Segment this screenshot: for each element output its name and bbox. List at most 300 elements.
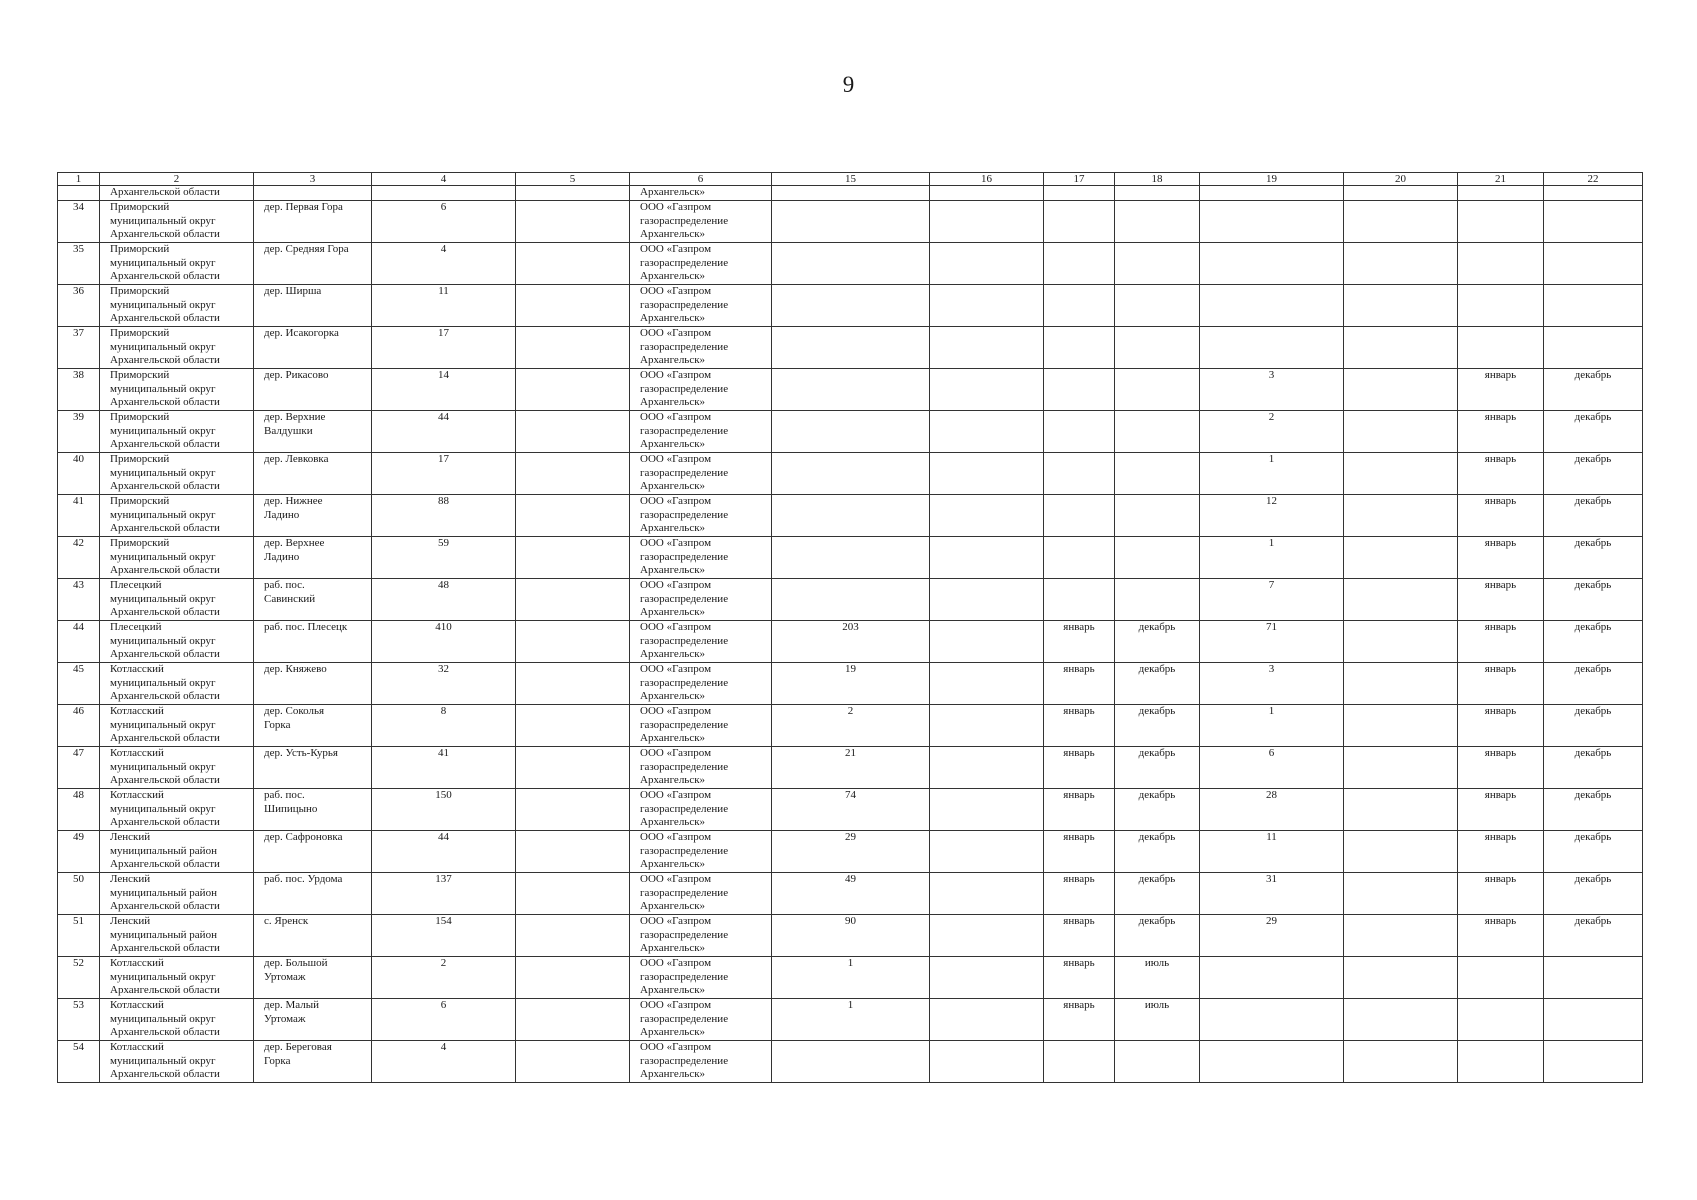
cell-col-15: [772, 537, 930, 579]
cell-settlement-line: дер. Верхние: [264, 411, 326, 423]
cell-col-20: [1344, 705, 1458, 747]
cell-settlement-line: дер. Нижнее: [264, 495, 323, 507]
cell-district-line: Архангельской области: [110, 438, 220, 451]
cell-operator-line: ООО «Газпром: [640, 495, 712, 507]
cell-operator-line: газораспределение: [640, 1054, 729, 1067]
cell-col-21: январь: [1458, 915, 1544, 957]
cell-operator: [630, 327, 772, 369]
cell-district-line: Котласский: [110, 957, 164, 969]
cell-district-line: Архангельской области: [110, 1026, 220, 1039]
cell-operator-line: ООО «Газпром: [640, 747, 712, 759]
cell-number: 51: [58, 915, 100, 957]
table-row: [58, 243, 1643, 285]
table-row: [58, 327, 1643, 369]
cell-col-22: декабрь: [1544, 621, 1643, 663]
cell-col-20: [1344, 1041, 1458, 1083]
cell-district-line: Архангельской области: [110, 270, 220, 283]
cell-operator-line: газораспределение: [640, 1012, 729, 1025]
cell-col-5: [516, 915, 630, 957]
cell-operator-line: ООО «Газпром: [640, 327, 712, 339]
cell-settlement: [254, 999, 372, 1041]
cell-col-4: 59: [372, 537, 516, 579]
table-row: [58, 747, 1643, 789]
cell-col-19: 12: [1200, 495, 1344, 537]
cell-col-5: [516, 957, 630, 999]
cell-district-line: муниципальный округ: [110, 214, 216, 227]
cell-col-5: [516, 201, 630, 243]
cell-operator-line: Архангельск»: [640, 606, 706, 619]
cell-col-22: декабрь: [1544, 747, 1643, 789]
cell-district-line: Ленский: [110, 915, 151, 927]
cell-district-line: муниципальный округ: [110, 298, 216, 311]
cell-number: 36: [58, 285, 100, 327]
cell-operator-line: ООО «Газпром: [640, 873, 712, 885]
cell-col-19: 2: [1200, 411, 1344, 453]
cell-col-21: [1458, 327, 1544, 369]
cell-col-5: [516, 495, 630, 537]
cell-number: 46: [58, 705, 100, 747]
cell-operator: [630, 915, 772, 957]
cell-district-line: муниципальный округ: [110, 760, 216, 773]
cell-operator-line: ООО «Газпром: [640, 1041, 712, 1053]
cell-col-16: [930, 1041, 1044, 1083]
cell-operator: [630, 495, 772, 537]
cell-col-20: [1344, 201, 1458, 243]
cell-operator-line: Архангельск»: [640, 270, 706, 283]
cell-col-15: 29: [772, 831, 930, 873]
cell-district-line: Архангельской области: [110, 186, 220, 198]
cell-col-17: январь: [1044, 747, 1115, 789]
cell-col-18: [1115, 327, 1200, 369]
cell-operator-line: Архангельск»: [640, 732, 706, 745]
cell-operator: [630, 579, 772, 621]
column-header-21: 21: [1458, 173, 1544, 186]
header-row: [58, 173, 1643, 186]
cell-operator-line: газораспределение: [640, 340, 729, 353]
cell-col-22: декабрь: [1544, 453, 1643, 495]
cell-operator-line: газораспределение: [640, 592, 729, 605]
cell-col-15: [772, 1041, 930, 1083]
cell-col-4: 8: [372, 705, 516, 747]
cell-col-5: [516, 579, 630, 621]
cell-district: [100, 243, 254, 285]
cell-col-21: [1458, 1041, 1544, 1083]
cell-operator-line: ООО «Газпром: [640, 957, 712, 969]
cell-district: [100, 621, 254, 663]
cell-district: [100, 537, 254, 579]
cell-district-line: Архангельской области: [110, 732, 220, 745]
cell-operator-line: газораспределение: [640, 214, 729, 227]
cell-district-line: Котласский: [110, 747, 164, 759]
cell-operator: [630, 243, 772, 285]
cell-col-19: [1200, 327, 1344, 369]
cell-district-line: муниципальный округ: [110, 592, 216, 605]
column-number-header: [58, 173, 1643, 186]
cell-district-line: муниципальный округ: [110, 1054, 216, 1067]
cell-district-line: Плесецкий: [110, 579, 162, 591]
cell-district-line: Приморский: [110, 537, 170, 549]
cell-district: [100, 369, 254, 411]
cell-col-17: [1044, 495, 1115, 537]
cell-col-17: январь: [1044, 789, 1115, 831]
cell-col-19: [1200, 957, 1344, 999]
cell-col-18: декабрь: [1115, 873, 1200, 915]
column-header-1: 1: [58, 173, 100, 186]
cell-col-4: 11: [372, 285, 516, 327]
cell-col-5: [516, 186, 630, 201]
cell-settlement: [254, 1041, 372, 1083]
cell-col-20: [1344, 537, 1458, 579]
cell-col-17: январь: [1044, 831, 1115, 873]
cell-col-16: [930, 453, 1044, 495]
cell-operator-line: ООО «Газпром: [640, 201, 712, 213]
cell-col-5: [516, 537, 630, 579]
cell-col-22: [1544, 243, 1643, 285]
cell-district-line: Архангельской области: [110, 984, 220, 997]
cell-district-line: Архангельской области: [110, 606, 220, 619]
cell-operator-line: газораспределение: [640, 760, 729, 773]
cell-col-4: [372, 186, 516, 201]
cell-col-22: декабрь: [1544, 831, 1643, 873]
cell-col-16: [930, 537, 1044, 579]
cell-operator-line: газораспределение: [640, 886, 729, 899]
cell-district-line: Приморский: [110, 327, 170, 339]
cell-settlement: [254, 957, 372, 999]
cell-col-18: [1115, 243, 1200, 285]
cell-settlement: [254, 537, 372, 579]
cell-operator-line: ООО «Газпром: [640, 915, 712, 927]
cell-col-15: [772, 327, 930, 369]
cell-col-15: 90: [772, 915, 930, 957]
cell-number: 40: [58, 453, 100, 495]
cell-operator-line: Архангельск»: [640, 312, 706, 325]
cell-col-20: [1344, 873, 1458, 915]
cell-col-18: декабрь: [1115, 747, 1200, 789]
cell-number: 53: [58, 999, 100, 1041]
cell-settlement-line: с. Яренск: [264, 915, 309, 927]
cell-col-17: январь: [1044, 663, 1115, 705]
cell-operator-line: Архангельск»: [640, 228, 706, 241]
cell-operator: [630, 957, 772, 999]
cell-col-22: декабрь: [1544, 789, 1643, 831]
column-header-15: 15: [772, 173, 930, 186]
cell-number: 48: [58, 789, 100, 831]
cell-settlement-line: дер. Верхнее: [264, 537, 325, 549]
cell-district-line: Приморский: [110, 453, 170, 465]
cell-district-line: Приморский: [110, 411, 170, 423]
cell-district-line: муниципальный округ: [110, 970, 216, 983]
page-number: 9: [842, 72, 855, 97]
cell-district-line: Приморский: [110, 495, 170, 507]
cell-district-line: Архангельской области: [110, 480, 220, 493]
cell-district: [100, 495, 254, 537]
cell-col-5: [516, 663, 630, 705]
table-row: [58, 705, 1643, 747]
cell-col-16: [930, 999, 1044, 1041]
cell-operator-line: ООО «Газпром: [640, 453, 712, 465]
cell-col-17: январь: [1044, 705, 1115, 747]
cell-operator: [630, 999, 772, 1041]
cell-col-4: 41: [372, 747, 516, 789]
cell-operator-line: ООО «Газпром: [640, 831, 712, 843]
cell-settlement-line: Уртомаж: [264, 1012, 306, 1025]
cell-operator-line: Архангельск»: [640, 438, 706, 451]
cell-operator-line: ООО «Газпром: [640, 369, 712, 381]
cell-settlement-line: дер. Исакогорка: [264, 327, 339, 339]
cell-col-16: [930, 747, 1044, 789]
cell-settlement: [254, 789, 372, 831]
cell-col-15: [772, 285, 930, 327]
cell-number: 41: [58, 495, 100, 537]
cell-col-15: [772, 579, 930, 621]
cell-col-5: [516, 789, 630, 831]
table-row: [58, 285, 1643, 327]
cell-col-4: 150: [372, 789, 516, 831]
cell-operator: [630, 1041, 772, 1083]
cell-col-21: январь: [1458, 705, 1544, 747]
table-row: [58, 537, 1643, 579]
cell-col-5: [516, 831, 630, 873]
cell-col-19: 71: [1200, 621, 1344, 663]
cell-settlement: [254, 327, 372, 369]
column-header-20: 20: [1344, 173, 1458, 186]
cell-col-16: [930, 327, 1044, 369]
cell-col-20: [1344, 663, 1458, 705]
cell-col-15: 74: [772, 789, 930, 831]
cell-col-5: [516, 999, 630, 1041]
cell-col-4: 88: [372, 495, 516, 537]
cell-col-22: декабрь: [1544, 537, 1643, 579]
cell-col-4: 17: [372, 453, 516, 495]
cell-col-21: январь: [1458, 663, 1544, 705]
cell-district-line: Архангельской области: [110, 1068, 220, 1081]
cell-district-line: Котласский: [110, 789, 164, 801]
cell-col-15: [772, 411, 930, 453]
cell-col-15: [772, 453, 930, 495]
cell-number: 37: [58, 327, 100, 369]
cell-col-5: [516, 243, 630, 285]
cell-col-20: [1344, 831, 1458, 873]
cell-col-5: [516, 705, 630, 747]
cell-col-18: [1115, 285, 1200, 327]
cell-col-19: 28: [1200, 789, 1344, 831]
cell-district-line: Котласский: [110, 663, 164, 675]
cell-col-4: 2: [372, 957, 516, 999]
cell-col-16: [930, 243, 1044, 285]
cell-settlement-line: раб. пос. Плесецк: [264, 621, 348, 633]
cell-col-22: [1544, 1041, 1643, 1083]
cell-settlement-line: дер. Большой: [264, 957, 328, 969]
cell-col-20: [1344, 579, 1458, 621]
cell-col-5: [516, 873, 630, 915]
cell-col-17: январь: [1044, 915, 1115, 957]
cell-col-16: [930, 705, 1044, 747]
cell-col-16: [930, 495, 1044, 537]
cell-col-4: 44: [372, 831, 516, 873]
column-header-18: 18: [1115, 173, 1200, 186]
cell-col-21: январь: [1458, 831, 1544, 873]
cell-operator-line: газораспределение: [640, 256, 729, 269]
cell-col-5: [516, 285, 630, 327]
cell-district: [100, 789, 254, 831]
table-row: [58, 1041, 1643, 1083]
cell-district-line: муниципальный округ: [110, 256, 216, 269]
cell-empty: [1458, 186, 1544, 201]
cell-district-line: муниципальный район: [110, 886, 217, 899]
cell-settlement: [254, 873, 372, 915]
cell-col-5: [516, 747, 630, 789]
cell-number: 39: [58, 411, 100, 453]
cell-operator-line: ООО «Газпром: [640, 705, 712, 717]
cell-col-16: [930, 915, 1044, 957]
cell-empty: [1544, 186, 1643, 201]
cell-district-line: Архангельской области: [110, 564, 220, 577]
cell-col-4: 4: [372, 243, 516, 285]
cell-col-22: декабрь: [1544, 411, 1643, 453]
cell-operator: [630, 186, 772, 201]
cell-settlement-line: раб. пос.: [264, 579, 305, 591]
cell-operator: [630, 285, 772, 327]
cell-district-line: муниципальный округ: [110, 508, 216, 521]
cell-settlement-line: Савинский: [264, 592, 316, 605]
cell-col-15: 21: [772, 747, 930, 789]
cell-settlement-line: дер. Береговая: [264, 1041, 332, 1053]
cell-col-16: [930, 621, 1044, 663]
cell-col-4: 17: [372, 327, 516, 369]
cell-col-22: [1544, 327, 1643, 369]
column-header-2: 2: [100, 173, 254, 186]
cell-district-line: Плесецкий: [110, 621, 162, 633]
cell-settlement: [254, 453, 372, 495]
cell-col-18: [1115, 453, 1200, 495]
cell-number: [58, 186, 100, 201]
cell-col-18: [1115, 579, 1200, 621]
cell-district-line: Архангельской области: [110, 312, 220, 325]
cell-col-18: декабрь: [1115, 789, 1200, 831]
cell-operator-line: газораспределение: [640, 424, 729, 437]
cell-district: [100, 285, 254, 327]
cell-operator-line: ООО «Газпром: [640, 663, 712, 675]
cell-operator-line: Архангельск»: [640, 900, 706, 913]
cell-col-21: январь: [1458, 495, 1544, 537]
cell-operator-line: Архангельск»: [640, 186, 706, 198]
table-row: [58, 999, 1643, 1041]
cell-operator-line: Архангельск»: [640, 648, 706, 661]
cell-col-21: [1458, 243, 1544, 285]
cell-col-19: [1200, 1041, 1344, 1083]
cell-col-17: январь: [1044, 873, 1115, 915]
cell-district-line: Архангельской области: [110, 816, 220, 829]
cell-settlement: [254, 663, 372, 705]
cell-col-18: [1115, 537, 1200, 579]
cell-operator-line: ООО «Газпром: [640, 411, 712, 423]
cell-district-line: Приморский: [110, 201, 170, 213]
cell-col-16: [930, 201, 1044, 243]
cell-col-21: январь: [1458, 747, 1544, 789]
column-header-5: 5: [516, 173, 630, 186]
cell-number: 35: [58, 243, 100, 285]
cell-col-20: [1344, 285, 1458, 327]
cell-district: [100, 1041, 254, 1083]
cell-number: 50: [58, 873, 100, 915]
cell-col-22: декабрь: [1544, 915, 1643, 957]
cell-district-line: Архангельской области: [110, 774, 220, 787]
cell-settlement-line: дер. Средняя Гора: [264, 243, 349, 255]
column-header-4: 4: [372, 173, 516, 186]
cell-district-line: Ленский: [110, 873, 151, 885]
cell-col-19: [1200, 285, 1344, 327]
table-body: [58, 186, 1643, 1083]
cell-col-16: [930, 369, 1044, 411]
cell-col-18: [1115, 495, 1200, 537]
cell-col-16: [930, 831, 1044, 873]
cell-operator-line: газораспределение: [640, 802, 729, 815]
cell-settlement: [254, 285, 372, 327]
cell-col-17: январь: [1044, 621, 1115, 663]
cell-operator-line: газораспределение: [640, 634, 729, 647]
cell-district: [100, 831, 254, 873]
cell-district-line: Архангельской области: [110, 648, 220, 661]
cell-col-19: 6: [1200, 747, 1344, 789]
cell-col-5: [516, 327, 630, 369]
cell-operator-line: Архангельск»: [640, 690, 706, 703]
cell-col-21: январь: [1458, 537, 1544, 579]
table-row: [58, 411, 1643, 453]
cell-operator-line: газораспределение: [640, 718, 729, 731]
cell-col-17: [1044, 537, 1115, 579]
cell-operator-line: Архангельск»: [640, 480, 706, 493]
cell-col-18: [1115, 411, 1200, 453]
cell-number: 45: [58, 663, 100, 705]
cell-settlement: [254, 705, 372, 747]
table-row: [58, 579, 1643, 621]
cell-district-line: Котласский: [110, 705, 164, 717]
cell-col-4: 14: [372, 369, 516, 411]
cell-col-15: 203: [772, 621, 930, 663]
cell-settlement-line: дер. Рикасово: [264, 369, 329, 381]
cell-operator: [630, 537, 772, 579]
cell-col-21: [1458, 201, 1544, 243]
cell-operator-line: газораспределение: [640, 844, 729, 857]
cell-number: 34: [58, 201, 100, 243]
cell-col-4: 4: [372, 1041, 516, 1083]
cell-col-20: [1344, 789, 1458, 831]
cell-col-4: 137: [372, 873, 516, 915]
cell-district-line: муниципальный район: [110, 844, 217, 857]
cell-col-20: [1344, 621, 1458, 663]
cell-col-21: январь: [1458, 369, 1544, 411]
cell-operator-line: газораспределение: [640, 550, 729, 563]
cell-col-5: [516, 621, 630, 663]
cell-col-22: декабрь: [1544, 369, 1643, 411]
cell-col-21: январь: [1458, 411, 1544, 453]
column-header-19: 19: [1200, 173, 1344, 186]
cell-empty: [1044, 186, 1115, 201]
cell-district: [100, 915, 254, 957]
cell-district-line: Архангельской области: [110, 942, 220, 955]
cell-col-16: [930, 285, 1044, 327]
cell-operator-line: Архангельск»: [640, 522, 706, 535]
cell-col-20: [1344, 495, 1458, 537]
column-header-3: 3: [254, 173, 372, 186]
column-header-22: 22: [1544, 173, 1643, 186]
cell-col-18: июль: [1115, 999, 1200, 1041]
cell-col-4: 410: [372, 621, 516, 663]
cell-col-16: [930, 411, 1044, 453]
cell-col-18: декабрь: [1115, 621, 1200, 663]
cell-settlement: [254, 243, 372, 285]
cell-col-5: [516, 1041, 630, 1083]
